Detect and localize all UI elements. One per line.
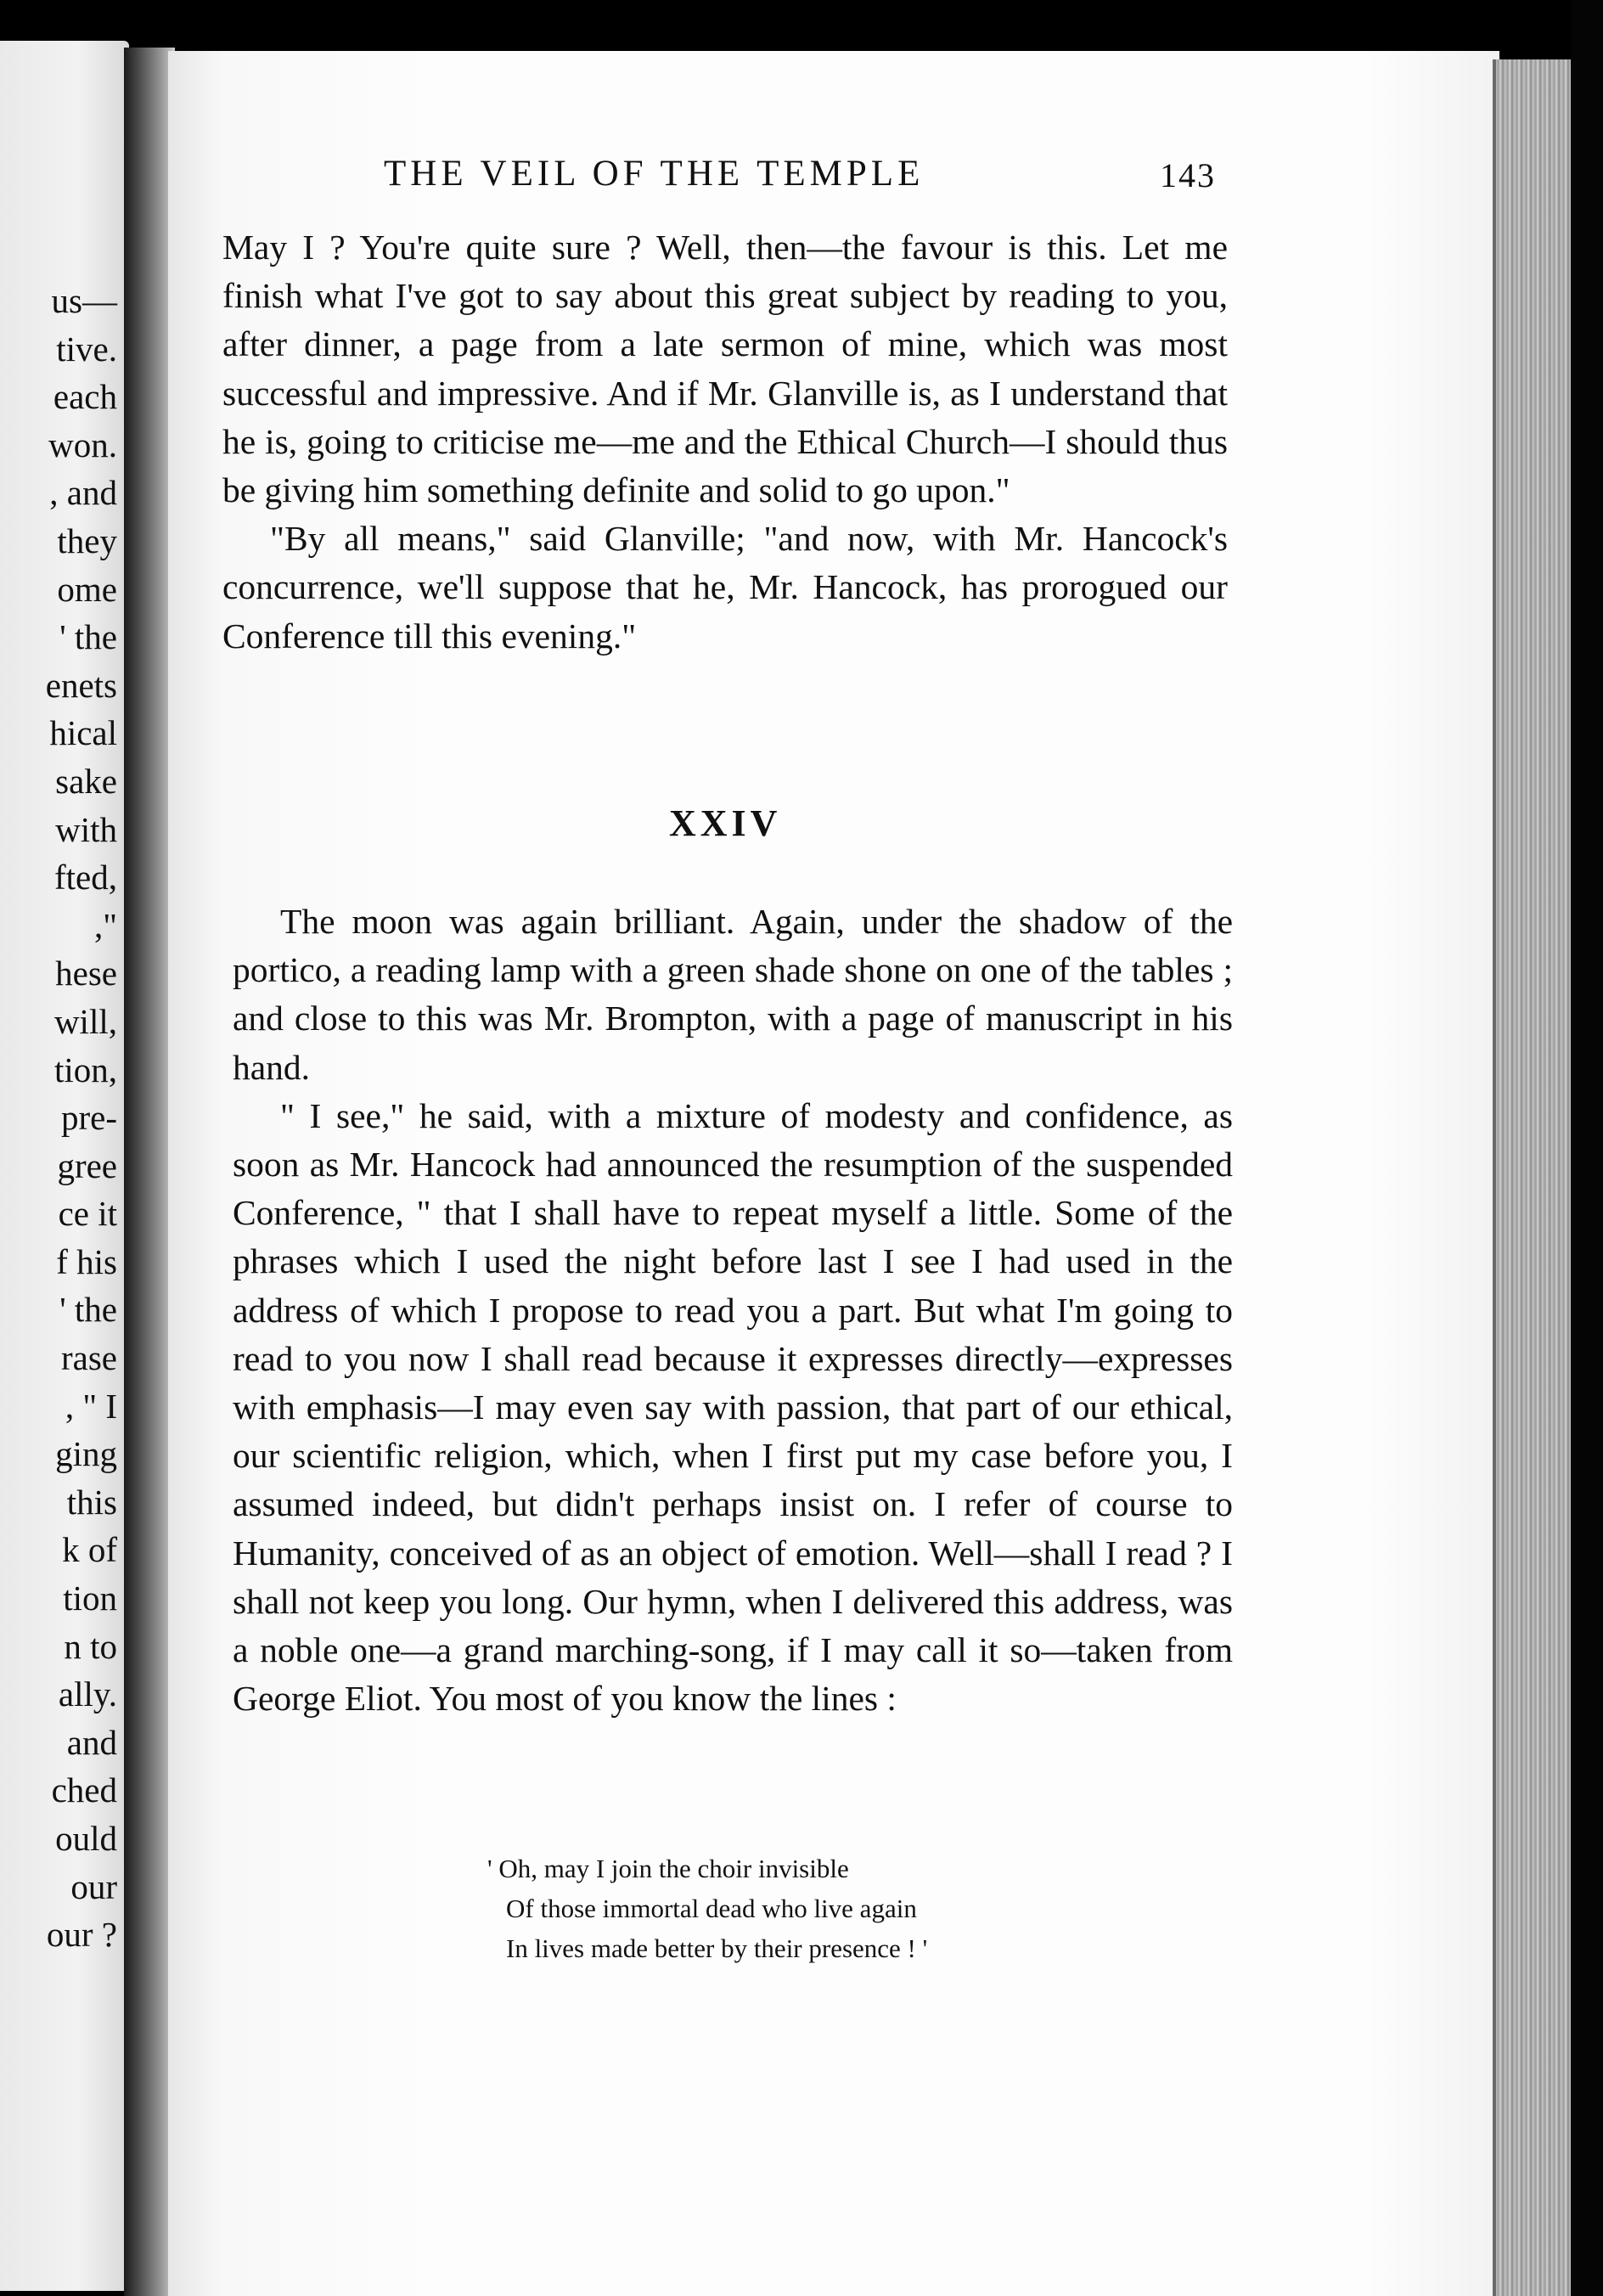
left-fragment: ould [55,1819,117,1858]
verse-line: ' Oh, may I join the choir invisible [487,1854,849,1883]
paragraph: The moon was again brilliant. Again, under the shadow of the portico, a reading lamp with a green shade shone on one of the tables ; and close to this was Mr. Brompton, with a page of manuscript in his hand. [233,902,1233,1087]
left-fragment: this [66,1482,117,1522]
left-fragment: , " I [65,1386,117,1426]
left-fragment: will, [53,1001,117,1041]
text-block-before-chapter [222,223,1228,661]
left-fragment: ging [55,1434,117,1474]
left-fragment: us— [51,281,117,320]
left-fragment: n to [64,1626,117,1666]
left-fragment: and [66,1722,117,1762]
left-fragment: ' the [59,617,117,657]
paragraph: May I ? You're quite sure ? Well, then—the favour is this. Let me finish what I've got to say about this great subject by reading to you, after dinner, a page from a late sermon of mine, which was most successful and impressive. And if Mr. Glanville is, as I understand that he is, going to criticise me—me and the Ethical Church—I should thus be giving him something definite and solid to go upon." [222,228,1228,510]
left-fragment: tion [63,1578,117,1618]
text-block-after-chapter [233,898,1233,1723]
left-fragment: ce it [58,1194,117,1234]
left-fragment: pre- [60,1098,117,1138]
left-fragment: our ? [46,1915,117,1955]
left-page-line-fragments [46,277,117,1959]
left-fragment: sake [55,761,117,801]
left-fragment: ched [51,1770,117,1810]
left-fragment: hese [55,954,117,993]
left-fragment: with [55,809,117,849]
page-edges [1493,59,1578,2296]
verse-quotation [487,1849,927,1968]
left-fragment: hical [49,713,117,753]
left-fragment: f his [56,1241,117,1281]
left-fragment: ome [57,569,117,609]
left-fragment: our [70,1866,117,1906]
left-fragment: ' the [59,1290,117,1330]
paragraph: " I see," he said, with a mixture of modesty and confidence, as soon as Mr. Hancock had announced the resumption of the suspended Conference, " that I shall have to repeat myself a little. Some of the phrases which I used the night before last I see I had used in the address of which I propose to read you a part. But what I'm going to read to you now I shall read because it expresses directly—expresses with emphasis—I may even say with passion, that part of our ethical, our scientific religion, which, when I first put my case before you, I assumed indeed, but didn't perhaps insist on. I refer of course to Humanity, conceived of as an object of emotion. Well—shall I read ? I shall not keep you long. Our hymn, when I delivered this address, was a noble one—a grand marching-song, if I may call it so—taken from George Eliot. You most of you know the lines : [233,1095,1233,1719]
left-fragment: tive. [56,329,117,369]
left-fragment: rase [60,1338,117,1378]
paragraph: "By all means," said Glanville; "and now, with Mr. Hancock's concurrence, we'll suppose that he, Mr. Hancock, has prorogued our Conference till this evening." [222,519,1228,656]
left-fragment: they [57,521,117,560]
scan-background-edge [1571,0,1603,2296]
left-fragment: k of [62,1530,117,1570]
left-fragment: , and [49,473,117,513]
left-fragment: tion, [53,1050,117,1089]
verse-line: Of those immortal dead who live again [506,1894,917,1923]
left-fragment: ally. [58,1674,117,1714]
book-gutter-shadow [124,48,175,2296]
left-fragment: ," [94,905,117,945]
left-fragment: enets [45,665,117,705]
running-head: THE VEIL OF THE TEMPLE [384,154,925,194]
left-fragment: fted, [54,858,117,898]
left-fragment: gree [57,1145,117,1185]
left-fragment: each [53,377,117,417]
verse-line: In lives made better by their presence ! ' [506,1933,928,1963]
left-facing-page [0,41,129,2291]
left-fragment: won. [48,425,117,464]
page-number: 143 [1160,156,1216,194]
chapter-heading: XXIV [669,802,782,844]
